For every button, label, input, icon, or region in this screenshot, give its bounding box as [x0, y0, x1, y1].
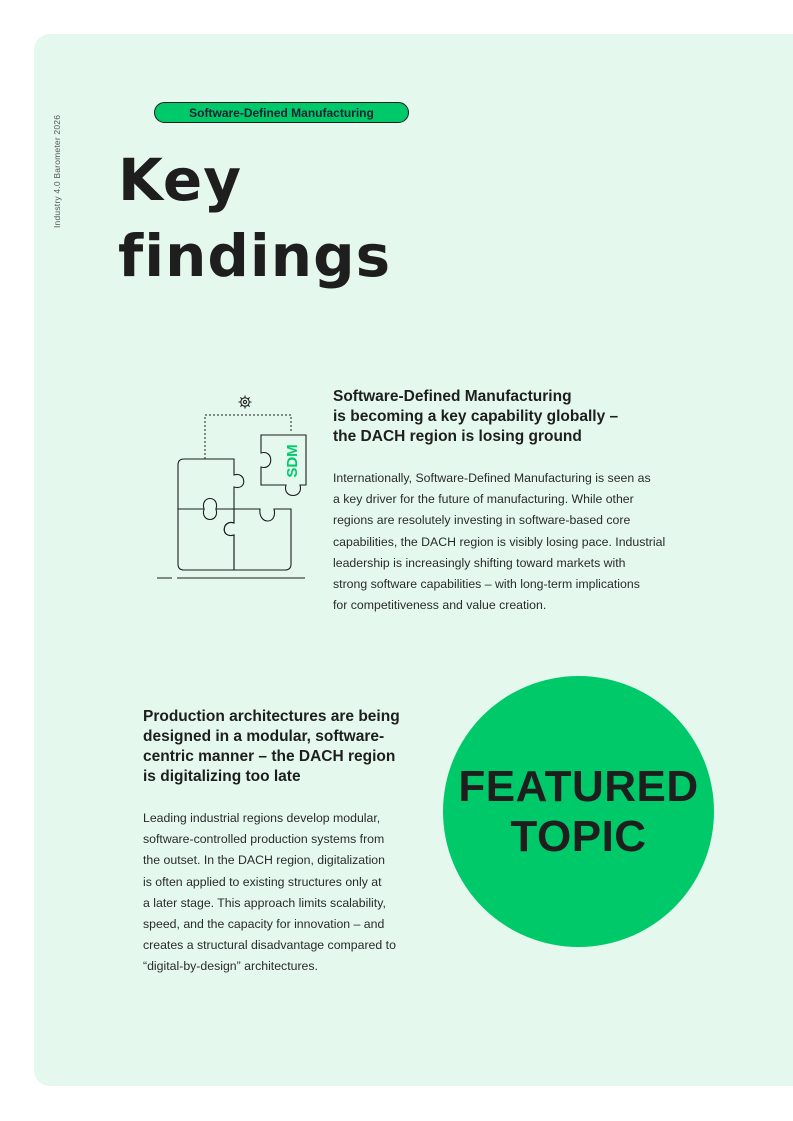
gear-icon: [239, 396, 252, 409]
finding-1-heading: Software-Defined Manufacturing is becoming a key capability globally – the DACH region is losing ground: [333, 388, 619, 445]
puzzle-piece-bottom-right: [224, 509, 291, 570]
page-title: [118, 142, 538, 294]
side-running-label: Industry 4.0 Barometer 2026: [52, 114, 62, 228]
puzzle-piece-top-left: [178, 459, 244, 509]
featured-line-2: TOPIC: [510, 811, 647, 861]
finding-2-body: Leading industrial regions develop modular, software-controlled production systems from the outset. In the DACH region, digitalization is often applied to existing structures only at a later stage. This approach limits scalability, speed, and the capacity for innovation – and creates a structural disadvantage compared to “digital-by-design” architectures.: [143, 811, 396, 974]
puzzle-piece-bottom-left: [178, 509, 234, 570]
section-tag: Software-Defined Manufacturing: [154, 102, 409, 123]
finding-2-heading: Production architectures are being designed in a modular, software- centric manner – the DACH region is digitalizing too late: [143, 708, 400, 785]
title-line-2: findings: [118, 222, 392, 290]
featured-line-1: FEATURED: [458, 761, 699, 811]
title-line-1: Key: [118, 146, 243, 214]
puzzle-illustration: [150, 385, 315, 585]
finding-1-body: Internationally, Software-Defined Manufacturing is seen as a key driver for the future of manufacturing. While other regions are resolutely investing in software-based core capabilities, the DACH region is visibly losing pace. Industrial leadership is increasingly shifting toward markets with strong software capabilities – with long-term implications for competitiveness and value creation.: [333, 471, 666, 613]
puzzle-label: SDM: [284, 444, 301, 478]
featured-topic-badge: [443, 676, 714, 947]
connector-line: [205, 415, 291, 459]
